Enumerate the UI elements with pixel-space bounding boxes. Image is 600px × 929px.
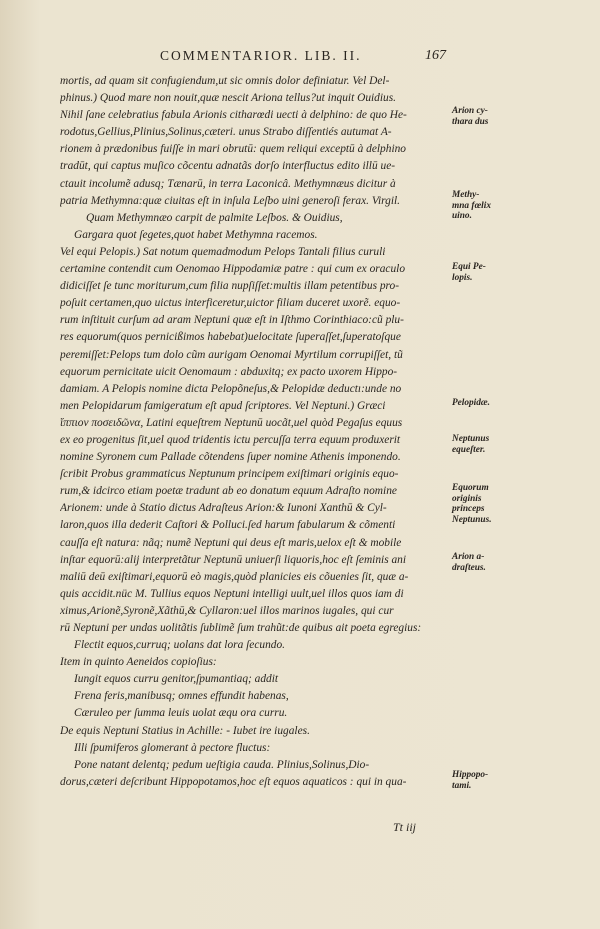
margin-note-arion-adrasteus: Arion a- draſteus.: [452, 552, 486, 573]
page-header: [0, 48, 600, 68]
text-line: Nihil ſane celebratius fabula Arionis citharœdi uecti à delphino: de quo He-: [60, 109, 407, 122]
text-line: rum inſtituit curſum ad aram Neptuni quæ eſt in Iſthmo Corinthiaco:cũ plu-: [60, 314, 404, 327]
text-line: Pone natant delentq; pedum ueſtigia cauda. Plinius,Solinus,Dio-: [74, 758, 370, 771]
signature-mark: Tt iij: [393, 820, 417, 834]
text-line: rū Neptuni per undas uolitãtis ſublimẽ ſum trahũt:de quibus ait poeta egregius:: [60, 622, 422, 634]
text-line: cauſſa eſt natura: nãq; numẽ Neptuni qui deus eſt maris,uelox eſt & mobile: [60, 536, 402, 549]
margin-note-pelopidae: Pelopidæ.: [452, 398, 490, 408]
text-line: Quam Methymnæo carpit de palmite Leſbos. & Ouidius,: [86, 211, 343, 224]
text-line: nomine Syronem cum Pallade cõtendens ſuper nomine Athenis imponendo.: [60, 451, 401, 464]
text-line: Flectit equos,curruq; uolans dat lora ſecundo.: [74, 639, 286, 652]
text-line: inſtar equorū:alij interpretãtur Neptunū uniuerſi liquoris,hoc eſt ſeminis ani: [60, 553, 407, 566]
text-line: phinus.) Quod mare non nouit,quæ nescit Ariona tellus?ut inquit Ouidius.: [60, 92, 397, 105]
text-line: rum,& idcirco etiam poetæ tradunt ab eo donatum equum Adraſto nomine: [60, 485, 397, 498]
text-line: peremiſſet:Pelops tum dolo cũm aurigam Oenomai Myrtilum corrupiſſet, tũ: [60, 348, 403, 361]
text-line: damiam. A Pelopis nomine dicta Pelopõneſus,& Pelopidæ deductı:unde no: [60, 382, 402, 395]
text-line: rodotus,Gellius,Plinius,Solinus,cæteri. unus Strabo diſſentiés autumat A-: [60, 126, 392, 139]
text-line: Illi ſpumiferos glomerant à pectore fluctus:: [74, 741, 271, 754]
text-line: De equis Neptuni Statius in Achille: - Iubet ire iugales.: [60, 724, 310, 737]
text-line: Arionem: unde à Statio dictus Adraſteus Arion:& Iunoni Xanthū & Cyl-: [60, 502, 387, 515]
text-line: ſcribit Probus grammaticus Neptunum principem exiſtimari originis equo-: [60, 468, 399, 481]
margin-note-equi-pelopis: Equi Pe- lopis.: [452, 262, 486, 283]
running-head: COMMENTARIOR. LIB. II.: [160, 48, 362, 63]
text-line: dorus,cæteri deſcribunt Hippopotamos,hoc eſt equos aquaticos : qui in qua-: [60, 775, 407, 788]
text-line: Vel equi Pelopis.) Sat notum quemadmodum Pelops Tantali filius curuli: [60, 245, 386, 258]
text-line: Item in quinto Aeneidos copioſius:: [60, 656, 217, 669]
text-line: Iungit equos curru genitor,ſpumantiaq; addit: [74, 673, 279, 686]
text-line: ἵππιον ποσειδῶνα, Latini equeſtrem Neptunū uocãt,uel quòd Pegaſus equus: [60, 416, 403, 429]
margin-note-arion: Arion cy- thara dus: [452, 106, 489, 127]
text-line: men Pelopidarum famigeratum eſt apud ſcriptores. Vel Neptuni.) Græci: [60, 399, 386, 412]
text-line: Cæruleo per ſumma leuis uolat æqu ora curru.: [74, 707, 288, 720]
text-line: patria Methymna:quæ ciuitas eſt in inſula Leſbo uini generoſi ferax. Virgil.: [60, 194, 400, 207]
text-line: ximus,Arionẽ,Syronẽ,Xãthū,& Cyllaron:uel illos marinos iugales, qui cur: [60, 604, 394, 617]
margin-note-equorum: Equorum originis princeps Neptunus.: [452, 483, 492, 525]
text-line: ex eo progenitus ſit,uel quod tridentis ictu percuſſa terra equum produxerit: [60, 433, 401, 446]
main-text-block: [60, 73, 447, 791]
margin-note-neptunus: Neptunus equeſter.: [452, 434, 490, 455]
margin-note-methymna: Methy- mna fœlix uino.: [452, 190, 491, 221]
page-number: 167: [425, 48, 446, 63]
text-line: mortis, ad quam sit confugiendum,ut sic omnis dolor definiatur. Vel Del-: [60, 75, 390, 87]
text-line: laron,quos illa dederit Caſtori & Polluci.ſed harum fabularum & cõmenti: [60, 519, 396, 532]
text-line: rionem à prædonibus fuiſſe in mari obrutū: quem reliqui exceptū à delphino: [60, 143, 407, 156]
text-line: poſuit certamen,quo uictus interficeretur,uictor filiam duceret uxorẽ. equo-: [60, 297, 401, 310]
text-line: certamine contendit cum Oenomao Hippodamiæ patre : qui cum ex oraculo: [60, 263, 406, 276]
text-line: Gargara quot ſegetes,quot habet Methymna racemos.: [74, 228, 318, 241]
text-line: quis accidit.nüc M. Tullius equos Neptuni intelligi uult,uel illos quos iam di: [60, 587, 404, 600]
margin-note-hippopotami: Hippopo- tami.: [452, 770, 489, 791]
text-line: didiciſſet ſe tunc moriturum,cum filia nupſiſſet:multis illam petentibus pro-: [60, 280, 400, 293]
text-line: Frena feris,manibusq; omnes effundit habenas,: [74, 690, 289, 703]
text-line: equorum pernicitate uicit Oenomaum : abduxitq; ex pacto uxorem Hippo-: [60, 365, 398, 378]
text-line: ctauit incolumẽ adusq; Tænarū, in terra Laconicâ. Methymnæus dicitur à: [60, 177, 396, 190]
text-line: maliū deū exiſtimari,equorū eò magis,quòd planicies eis cõuenies ſit, quæ a-: [60, 570, 409, 583]
text-line: res equorum(quos pernicißimos habebat)uelocitate ſuperaſſet,ſuperatoſque: [60, 331, 401, 344]
text-line: tradūt, qui captus muſico cõcentu adnatãs dorſo interfluctus edito illū ue-: [60, 160, 396, 173]
